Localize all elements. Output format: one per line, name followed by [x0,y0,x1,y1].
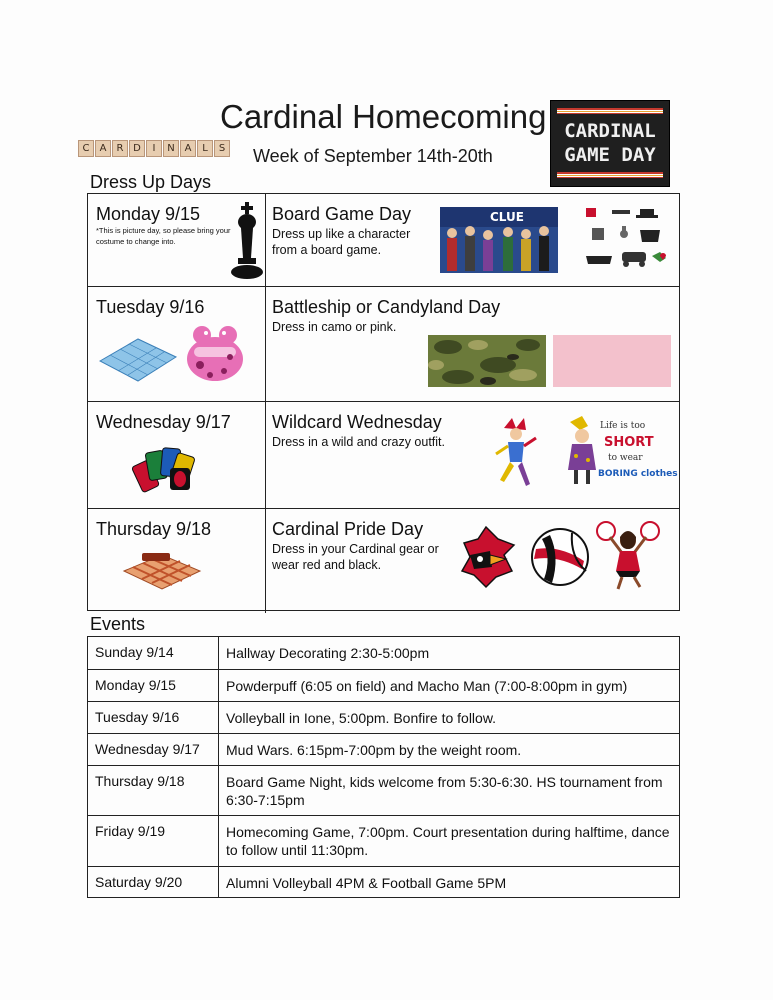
cardinal-mascot-icon [456,525,520,589]
tile: D [129,140,145,157]
tile: R [112,140,128,157]
dress-day-cell [88,402,266,509]
dress-theme: Battleship or Candyland Day [272,297,501,317]
quote-line1: Life is too [600,421,646,431]
quote-line4: BORING clothes [598,469,678,479]
battleship-board-icon [98,331,178,383]
event-desc: Hallway Decorating 2:30-5:00pm [226,645,430,661]
dress-theme: Board Game Day [272,204,412,224]
event-desc: Board Game Night, kids welcome from 5:30-6:30. HS tournament from 6:30-7:15pm [226,774,663,808]
dress-day: Thursday 9/18 [96,519,212,539]
event-desc: Homecoming Game, 7:00pm. Court presentation during halftime, dance to follow until 11:30pm. [226,824,670,858]
dress-row-monday [88,194,679,286]
event-day: Thursday 9/18 [88,766,219,815]
dress-desc: Dress in a wild and crazy outfit. [272,435,445,449]
dress-day: Tuesday 9/16 [96,297,205,317]
dress-theme-cell [266,509,679,613]
logo-line1: CARDINAL [564,120,656,142]
dress-theme-cell [266,402,679,509]
uno-cards-icon [136,440,198,492]
dress-day-cell [88,194,266,286]
events-row [88,765,679,815]
game-day-logo [550,100,670,187]
events-row [88,701,679,733]
tile: N [163,140,179,157]
dress-row-wednesday [88,401,679,509]
dress-day: Monday 9/15 [96,204,201,224]
monopoly-tokens-icon [582,204,674,276]
logo-stripe [557,172,663,178]
event-desc: Mud Wars. 6:15pm-7:00pm by the weight room. [226,742,522,758]
dress-theme-cell [266,287,679,402]
dress-day-cell [88,509,266,613]
tile: S [214,140,230,157]
tile: C [78,140,94,157]
camo-swatch [428,335,546,387]
clue-title: CLUE [490,210,524,224]
events-row [88,866,679,897]
event-day: Friday 9/19 [88,816,219,866]
event-desc: Powderpuff (6:05 on field) and Macho Man (7:00-8:00pm in gym) [226,678,628,694]
dress-theme: Cardinal Pride Day [272,519,424,539]
event-day: Wednesday 9/17 [88,734,219,765]
event-day: Sunday 9/14 [88,637,219,669]
quote-line3: to wear [608,453,643,463]
tile: L [197,140,213,157]
dress-day-cell [88,287,266,402]
life-is-too-short-graphic [562,412,678,496]
checkers-board-icon [122,547,202,593]
dress-day: Wednesday 9/17 [96,412,231,432]
event-day: Saturday 9/20 [88,867,219,897]
dress-up-table [87,193,680,611]
volleyball-icon [530,527,590,587]
events-row [88,637,679,669]
scrabble-tiles-logo [78,140,231,157]
events-row [88,733,679,765]
tile: I [146,140,162,157]
picture-day-note: *This is picture day, so please bring your costume to change into. [96,226,231,246]
candyland-character-icon [180,321,250,389]
events-row [88,669,679,701]
page-title: Cardinal Homecoming [220,98,547,135]
event-day: Monday 9/15 [88,670,219,701]
dress-theme: Wildcard Wednesday [272,412,442,432]
dress-row-tuesday [88,286,679,402]
page-subtitle: Week of September 14th-20th [253,146,493,166]
clue-board-game-image [440,207,558,273]
tile: A [180,140,196,157]
quote-line2: SHORT [604,435,654,450]
dress-desc: Dress up like a character from a board game. [272,227,411,257]
dress-desc: Dress in your Cardinal gear or wear red and black. [272,542,439,572]
tile: A [95,140,111,157]
events-table [87,636,680,898]
dress-desc: Dress in camo or pink. [272,320,397,334]
event-desc: Volleyball in Ione, 5:00pm. Bonfire to follow. [226,710,497,726]
logo-stripe [557,108,663,114]
logo-line2: GAME DAY [564,144,656,166]
dress-up-heading: Dress Up Days [90,172,212,192]
chess-king-icon [230,200,264,280]
events-heading: Events [90,614,146,634]
event-day: Tuesday 9/16 [88,702,219,733]
cheerleader-icon [596,519,662,591]
pink-swatch [553,335,671,387]
jester-icon [486,416,546,496]
dress-row-thursday [88,508,679,613]
events-row [88,815,679,866]
event-desc: Alumni Volleyball 4PM & Football Game 5PM [226,875,507,891]
dress-theme-cell [266,194,679,286]
